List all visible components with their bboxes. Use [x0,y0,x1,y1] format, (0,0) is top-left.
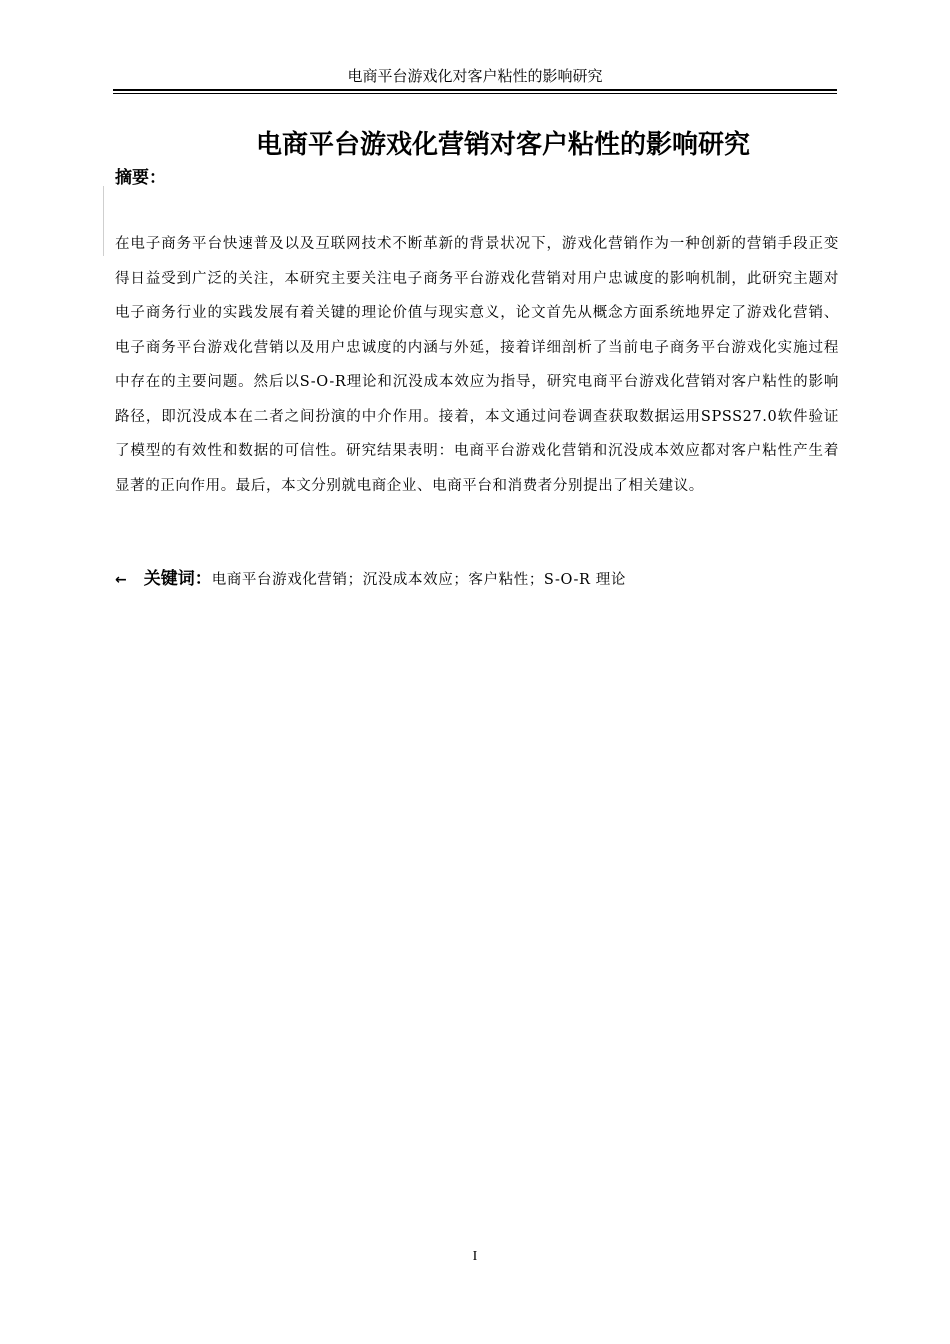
document-title: 电商平台游戏化营销对客户粘性的影响研究 [255,130,750,160]
keywords-text: 电商平台游戏化营销；沉没成本效应；客户粘性；S-O-R 理论 [211,572,626,588]
abstract-paragraph: 在电子商务平台快速普及以及互联网技术不断革新的背景状况下，游戏化营销作为一种创新的营销手段正变得日益受到广泛的关注，本研究主要关注电子商务平台游戏化营销对用户忠诚度的影响机制，此研究主题对电子商务行业的实践发展有着关键的理论价值与现实意义，论文首先从概念方面系统地界定了游戏化营销、电子商务平台游戏化营销以及用户忠诚度的内涵与外延，接着详细剖析了当前电子商务平台游戏化实施过程中存在的主要问题。然后以S-O-R理论和沉没成本效应为指导，研究电商平台游戏化营销对客户粘性的影响路径，即沉没成本在二者之间扮演的中介作用。接着，本文通过问卷调查获取数据运用SPSS27.0软件验证了模型的有效性和数据的可信性。研究结果表明：电商平台游戏化营销和沉没成本效应都对客户粘性产生着显著的正向作用。最后，本文分别就电商企业、电商平台和消费者分别提出了相关建议。 [115,236,839,494]
arrow-left-icon: ← [115,572,127,588]
page-number: I [472,1249,478,1264]
running-header: 电商平台游戏化对客户粘性的影响研究 [347,69,603,85]
abstract-label: 摘要： [115,168,166,188]
keywords-label: 关键词： [143,569,212,589]
margin-change-bar [103,186,104,256]
header-rule-thin [113,93,837,94]
keywords-row [115,566,839,593]
header-rule-thick [113,89,837,91]
